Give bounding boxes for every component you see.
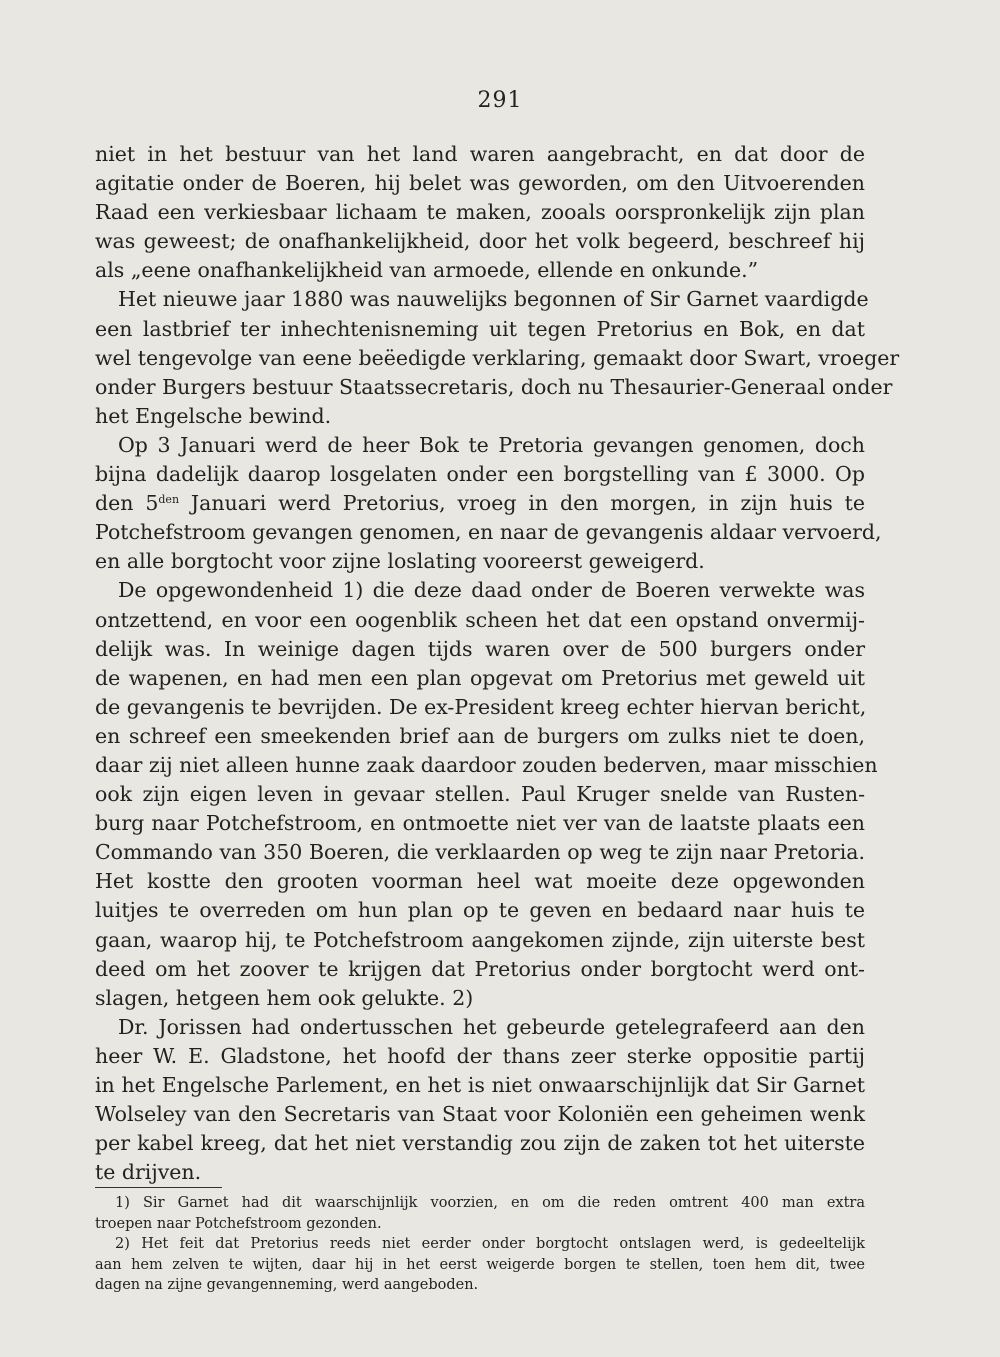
text-line: niet in het bestuur van het land waren aangebracht, en dat door de bbox=[95, 142, 865, 166]
text-line: daar zij niet alleen hunne zaak daardoor zouden bederven, maar misschien bbox=[95, 752, 878, 777]
paragraph-first-line: Het nieuwe jaar 1880 was nauwelijks begonnen of Sir Garnet vaardigde bbox=[118, 287, 869, 312]
text-line: luitjes te overreden om hun plan op te geven en bedaard naar huis te bbox=[95, 898, 865, 923]
paragraph-first-line: De opgewondenheid 1) die deze daad onder de Boeren verwekte was bbox=[118, 578, 865, 603]
footnote-line: dagen na zijne gevangenneming, werd aangeboden. bbox=[95, 1277, 479, 1293]
text-line: Het kostte den grooten voorman heel wat moeite deze opgewonden bbox=[95, 869, 865, 894]
text-line: het Engelsche bewind. bbox=[95, 403, 332, 428]
text-line: delijk was. In weinige dagen tijds waren over de 500 burgers onder bbox=[95, 636, 865, 661]
footnote-line: 1) Sir Garnet had dit waarschijnlijk voorzien, en om die reden omtrent 400 man extra bbox=[115, 1195, 865, 1211]
text-line: was geweest; de onafhankelijkheid, door het volk begeerd, beschreef hij bbox=[95, 229, 865, 254]
text-line: deed om het zoover te krijgen dat Pretorius onder borgtocht werd ont- bbox=[95, 956, 865, 981]
text-line: en alle borgtocht voor zijne loslating vooreerst geweigerd. bbox=[95, 549, 705, 574]
text-line: de gevangenis te bevrijden. De ex-President kreeg echter hiervan bericht, bbox=[95, 694, 867, 719]
footnote-line: troepen naar Potchefstroom gezonden. bbox=[95, 1215, 382, 1232]
footnote-line: aan hem zelven te wijten, daar hij in het eerst weigerde borgen te stellen, toen hem dit, twee bbox=[95, 1256, 865, 1273]
text-line: Wolseley van den Secretaris van Staat voor Koloniën een geheimen wenk bbox=[95, 1102, 865, 1127]
text-line: ontzettend, en voor een oogenblik scheen het dat een opstand onvermij- bbox=[95, 607, 865, 632]
paragraph-first-line: Op 3 Januari werd de heer Bok te Pretoria gevangen genomen, doch bbox=[118, 432, 865, 457]
text-line: te drijven. bbox=[95, 1160, 202, 1185]
superscript: den bbox=[158, 493, 180, 507]
text-line: burg naar Potchefstroom, en ontmoette niet ver van de laatste plaats een bbox=[95, 811, 865, 836]
paragraph-first-line: Dr. Jorissen had ondertusschen het gebeurde getelegrafeerd aan den bbox=[118, 1014, 865, 1039]
text-line: als „eene onafhankelijkheid van armoede, ellende en onkunde.” bbox=[95, 258, 759, 283]
text-line: Raad een verkiesbaar lichaam te maken, zooals oorspronkelijk zijn plan bbox=[95, 200, 865, 225]
text-line: Commando van 350 Boeren, die verklaarden op weg te zijn naar Pretoria. bbox=[95, 840, 865, 865]
text-line: agitatie onder de Boeren, hij belet was geworden, om den Uitvoerenden bbox=[95, 171, 865, 196]
text-line: bijna dadelijk daarop losgelaten onder een borgstelling van £ 3000. Op bbox=[95, 462, 865, 487]
text-line: onder Burgers bestuur Staatssecretaris, doch nu Thesaurier-Generaal onder bbox=[95, 374, 893, 399]
footnote-separator bbox=[95, 1187, 222, 1188]
text-line: in het Engelsche Parlement, en het is niet onwaarschijnlijk dat Sir Garnet bbox=[95, 1073, 865, 1097]
page-number: 291 bbox=[477, 88, 523, 113]
text-line: Potchefstroom gevangen genomen, en naar de gevangenis aldaar vervoerd, bbox=[95, 520, 882, 545]
footnotes bbox=[95, 1193, 865, 1296]
text-line bbox=[95, 489, 865, 518]
text-line: een lastbrief ter inhechtenisneming uit tegen Pretorius en Bok, en dat bbox=[95, 316, 865, 341]
text-line: heer W. E. Gladstone, het hoofd der thans zeer sterke oppositie partij bbox=[95, 1043, 865, 1068]
text-fragment: den 5 bbox=[95, 491, 159, 516]
footnote-line: 2) Het feit dat Pretorius reeds niet eerder onder borgtocht ontslagen werd, is gedeeltelijk bbox=[115, 1236, 865, 1252]
body-text bbox=[95, 140, 900, 1187]
text-line: de wapenen, en had men een plan opgevat om Pretorius met geweld uit bbox=[95, 665, 865, 690]
text-line: en schreef een smeekenden brief aan de burgers om zulks niet te doen, bbox=[95, 723, 865, 748]
text-line: slagen, hetgeen hem ook gelukte. 2) bbox=[95, 985, 474, 1010]
text-line: ook zijn eigen leven in gevaar stellen. Paul Kruger snelde van Rusten- bbox=[95, 782, 865, 807]
text-line: wel tengevolge van eene beëedigde verklaring, gemaakt door Swart, vroeger bbox=[95, 345, 900, 370]
text-line: gaan, waarop hij, te Potchefstroom aangekomen zijnde, zijn uiterste best bbox=[95, 927, 865, 952]
text-line: per kabel kreeg, dat het niet verstandig zou zijn de zaken tot het uiterste bbox=[95, 1131, 865, 1156]
text-fragment: Januari werd Pretorius, vroeg in den morgen, in zijn huis te bbox=[179, 491, 865, 516]
